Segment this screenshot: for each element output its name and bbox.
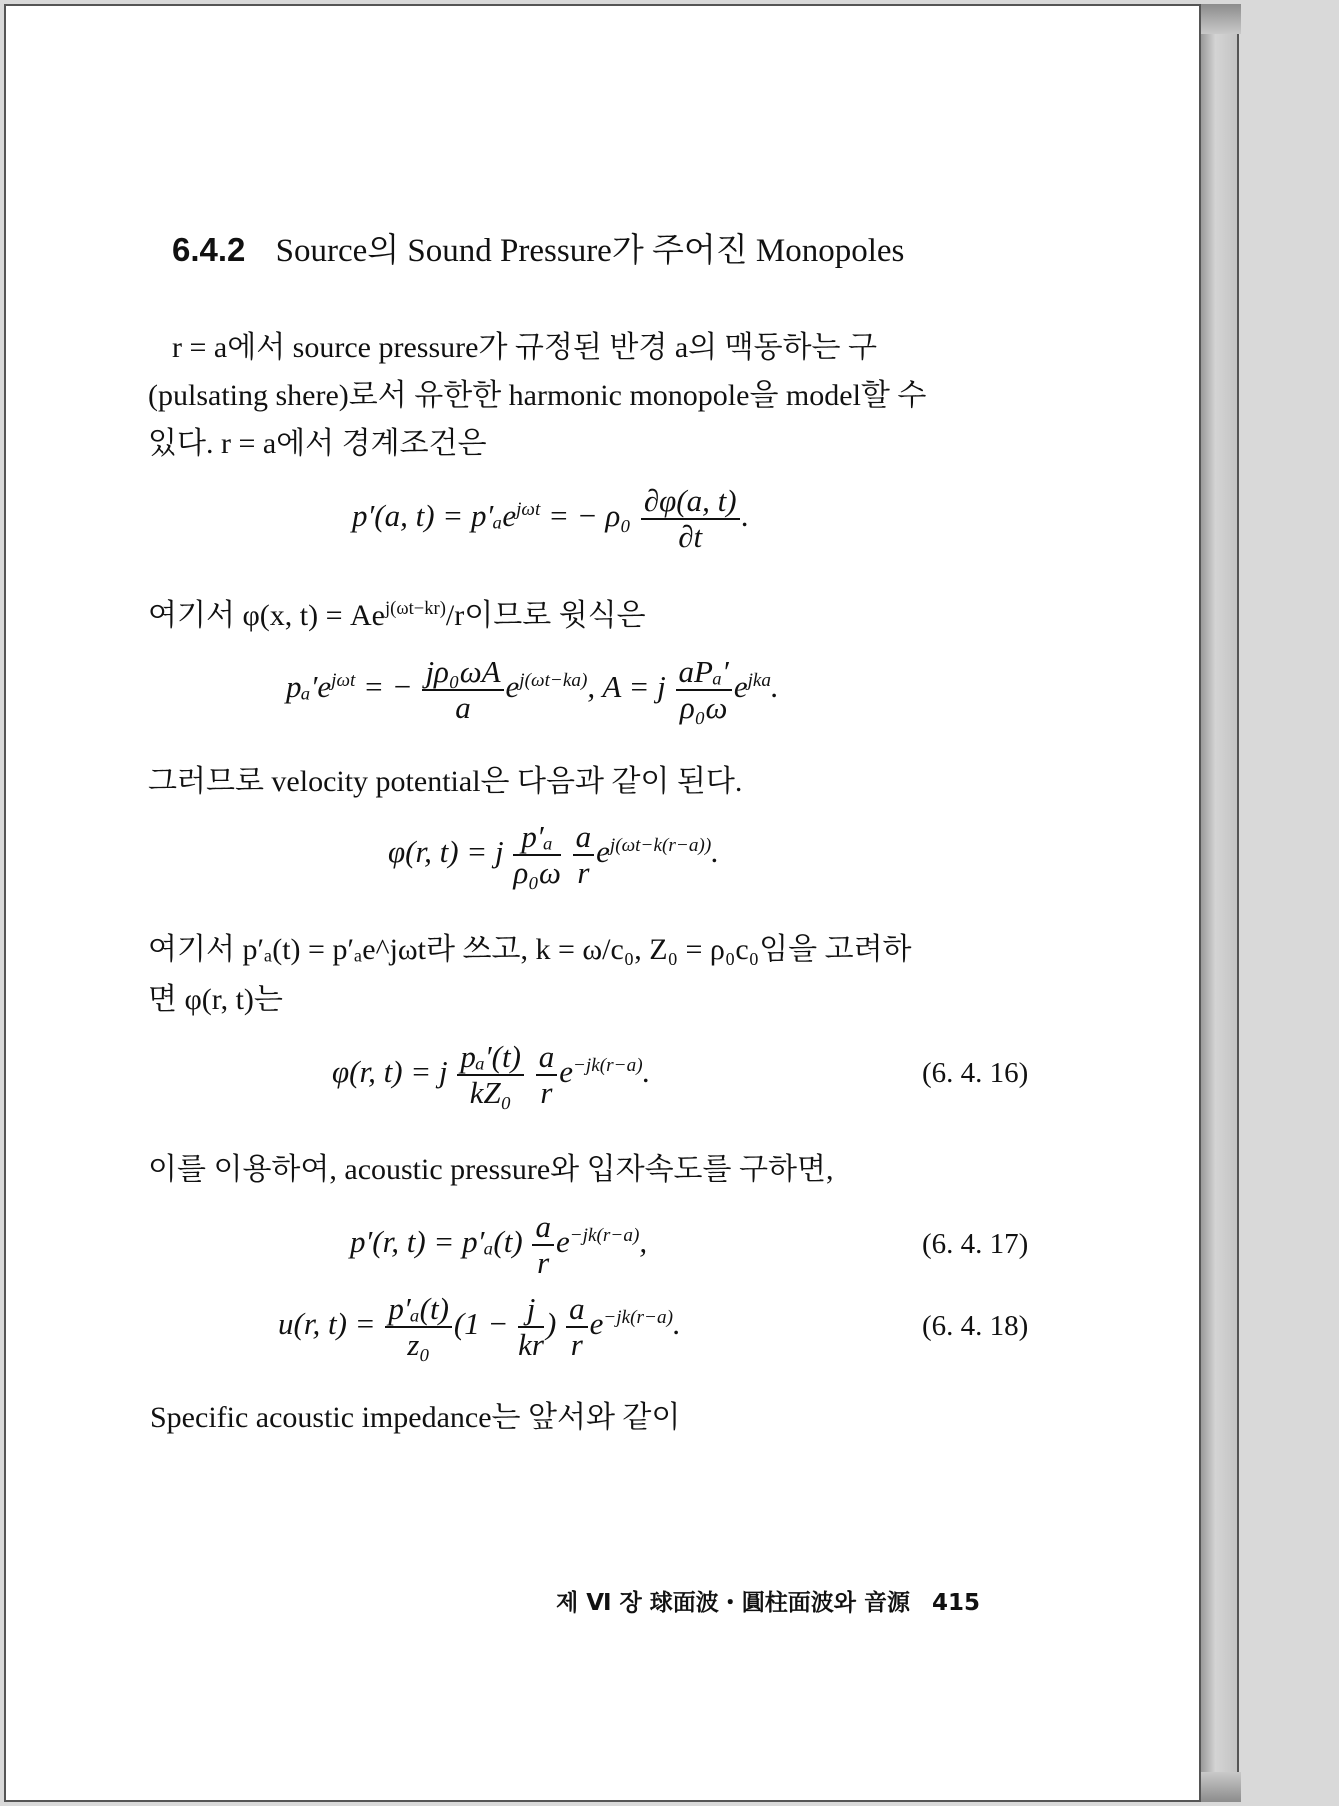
eq1-exp: jωt bbox=[516, 498, 541, 520]
eq5-end: , bbox=[639, 1224, 648, 1260]
eq1-denominator: ∂t bbox=[678, 519, 703, 555]
eq1-numerator: ∂φ(a, t) bbox=[641, 484, 740, 520]
eq2-exp2: j(ωt−ka) bbox=[519, 669, 588, 691]
eq1-mid: = − ρ₀ bbox=[540, 498, 632, 534]
eq3-num2: a bbox=[573, 820, 595, 856]
equation-3: φ(r, t) = j $\frac{\text{p′ₐ}}{\text{ρ₀ω}}$ $\frac{a}{r}$ $e^{j(\omega t-k(r-a))}$. bbox=[388, 819, 719, 891]
eq4-num2: a bbox=[536, 1040, 558, 1076]
eq2-lhs: pₐ′e bbox=[286, 669, 332, 705]
eq5-den: r bbox=[537, 1245, 550, 1281]
eq3-num1: p′ₐ bbox=[513, 820, 561, 856]
eq3-den1: ρ₀ω bbox=[513, 855, 561, 891]
equation-1: p′(a, t) = p′ₐe$^{j\omega t}$ = − ρ₀ $\frac{\partial\varphi(a, t)}{\partial t}$ . bbox=[352, 483, 750, 555]
eq3-end: . bbox=[711, 834, 719, 870]
eq1-lhs: p′(a, t) = p′ₐ bbox=[352, 498, 503, 534]
eq3-exp: j(ωt−k(r−a)) bbox=[609, 834, 712, 856]
eq3-fraction-1 bbox=[513, 820, 561, 890]
footer-chapter: 제 Ⅵ 장 球面波・圓柱面波와 音源 bbox=[556, 1590, 910, 1616]
page-number: 415 bbox=[931, 1590, 980, 1616]
spine-top-edge bbox=[1199, 4, 1241, 34]
eq4-exp: −jk(r−a) bbox=[572, 1054, 643, 1076]
text2-exp: j(ωt−kr) bbox=[384, 598, 446, 619]
eq5-num: a bbox=[532, 1210, 554, 1246]
eq4-fraction-2 bbox=[536, 1040, 558, 1110]
eq4-end: . bbox=[642, 1054, 651, 1090]
eq3-fraction-2 bbox=[573, 820, 595, 890]
text-2 bbox=[148, 590, 646, 634]
section-number: 6.4.2 bbox=[172, 231, 246, 268]
text4-line2: 면 φ(r, t)는 bbox=[148, 983, 283, 1016]
eq6-fraction-1 bbox=[385, 1292, 452, 1362]
eq5-exp: −jk(r−a) bbox=[569, 1224, 640, 1246]
book-page bbox=[4, 4, 1201, 1802]
eq5-lhs: p′(r, t) = p′ₐ(t) bbox=[350, 1224, 523, 1260]
text-3: 그러므로 velocity potential은 다음과 같이 된다. bbox=[148, 765, 743, 798]
text2-before: 여기서 φ(x, t) = Ae bbox=[148, 599, 385, 632]
text-5: 이를 이용하여, acoustic pressure와 입자속도를 구하면, bbox=[148, 1153, 834, 1186]
eq6-fraction-3 bbox=[566, 1292, 588, 1362]
eq2-fraction-1 bbox=[422, 655, 503, 725]
equation-number-6-4-16: (6. 4. 16) bbox=[922, 1057, 1029, 1089]
eq4-den2: r bbox=[540, 1075, 553, 1111]
eq6-den1: z₀ bbox=[407, 1327, 431, 1363]
eq4-fraction-1 bbox=[457, 1040, 524, 1110]
text-6: Specific acoustic impedance는 앞서와 같이 bbox=[150, 1401, 681, 1434]
section-heading bbox=[172, 224, 904, 271]
eq2-exp1: jωt bbox=[331, 669, 356, 691]
eq3-den2: r bbox=[577, 855, 590, 891]
spine-bottom-edge bbox=[1199, 1772, 1241, 1802]
eq2-num1: jρ₀ωA bbox=[422, 655, 503, 691]
equation-4: φ(r, t) = j $\frac{\text{pₐ′(t)}}{\text{kZ₀}}$ $\frac{a}{r}$ $e^{-jk(r-a)}$. bbox=[332, 1039, 651, 1111]
eq3-lhs: φ(r, t) = j bbox=[388, 834, 504, 870]
equation-5: p′(r, t) = p′ₐ(t) $\frac{a}{r}$ $e^{-jk(r-a)}$, bbox=[350, 1209, 648, 1281]
para1-line2: (pulsating shere)로서 유한한 harmonic monopole을 model할 수 bbox=[148, 379, 927, 412]
eq6-num1: p′ₐ(t) bbox=[385, 1292, 452, 1328]
eq2-num2: aPₐ′ bbox=[676, 655, 732, 691]
eq6-num2: j bbox=[518, 1292, 544, 1328]
eq6-lhs: u(r, t) = bbox=[278, 1306, 376, 1342]
eq2-fraction-2 bbox=[676, 655, 732, 725]
eq2-eqs: = − bbox=[355, 669, 413, 705]
eq6-den3: r bbox=[570, 1327, 583, 1363]
equation-number-6-4-18: (6. 4. 18) bbox=[922, 1310, 1029, 1342]
eq1-end: . bbox=[741, 498, 750, 534]
eq2-exp3: jka bbox=[747, 669, 772, 691]
running-footer bbox=[556, 1584, 980, 1617]
eq6-num3: a bbox=[566, 1292, 588, 1328]
eq2-end: . bbox=[771, 669, 779, 705]
eq4-num1: pₐ′(t) bbox=[457, 1040, 524, 1076]
eq6-exp: −jk(r−a) bbox=[603, 1306, 673, 1328]
eq4-den1: kZ₀ bbox=[469, 1075, 512, 1111]
eq2-den2: ρ₀ω bbox=[679, 690, 728, 726]
para1-line3: 있다. r = a에서 경계조건은 bbox=[148, 427, 487, 460]
eq2-mid: , A = j bbox=[587, 669, 666, 705]
text4-line1: 여기서 p′ₐ(t) = p′ₐe^jωt라 쓰고, k = ω/c₀, Z₀ = ρ₀c₀임을 고려하 bbox=[148, 933, 912, 966]
eq1-fraction bbox=[641, 484, 740, 554]
eq6-end: . bbox=[672, 1306, 681, 1342]
section-title: Source의 Sound Pressure가 주어진 Monopoles bbox=[275, 233, 905, 269]
eq6-paren: (1 − bbox=[453, 1306, 509, 1342]
eq4-lhs: φ(r, t) = j bbox=[332, 1054, 448, 1090]
eq6-den2: kr bbox=[518, 1327, 544, 1363]
eq6-fraction-2 bbox=[518, 1292, 544, 1362]
para1-line1: r = a에서 source pressure가 규정된 반경 a의 맥동하는 구 bbox=[172, 331, 878, 364]
eq5-fraction bbox=[532, 1210, 554, 1280]
book-spine bbox=[1199, 4, 1239, 1802]
eq2-den1: a bbox=[455, 690, 471, 726]
text2-after: /r이므로 윗식은 bbox=[445, 599, 646, 632]
equation-2: $p_a'e^{j\omega t}$ = − $\frac{\text{jρ₀ωA}}{a}$ $e^{j(\omega t-ka)}$, A = j $\frac{\text{aPₐ′}}{\text{ρ₀ω}}$ $e^{jka}$. bbox=[286, 654, 779, 726]
equation-number-6-4-17: (6. 4. 17) bbox=[922, 1228, 1029, 1260]
eq6-close: ) bbox=[546, 1306, 557, 1342]
equation-6: u(r, t) = $\frac{\text{p′ₐ(t)}}{\text{z₀}}$ (1 − $\frac{j}{kr}$ ) $\frac{a}{r}$ $e^{-jk(r-a)}$. bbox=[278, 1291, 681, 1363]
